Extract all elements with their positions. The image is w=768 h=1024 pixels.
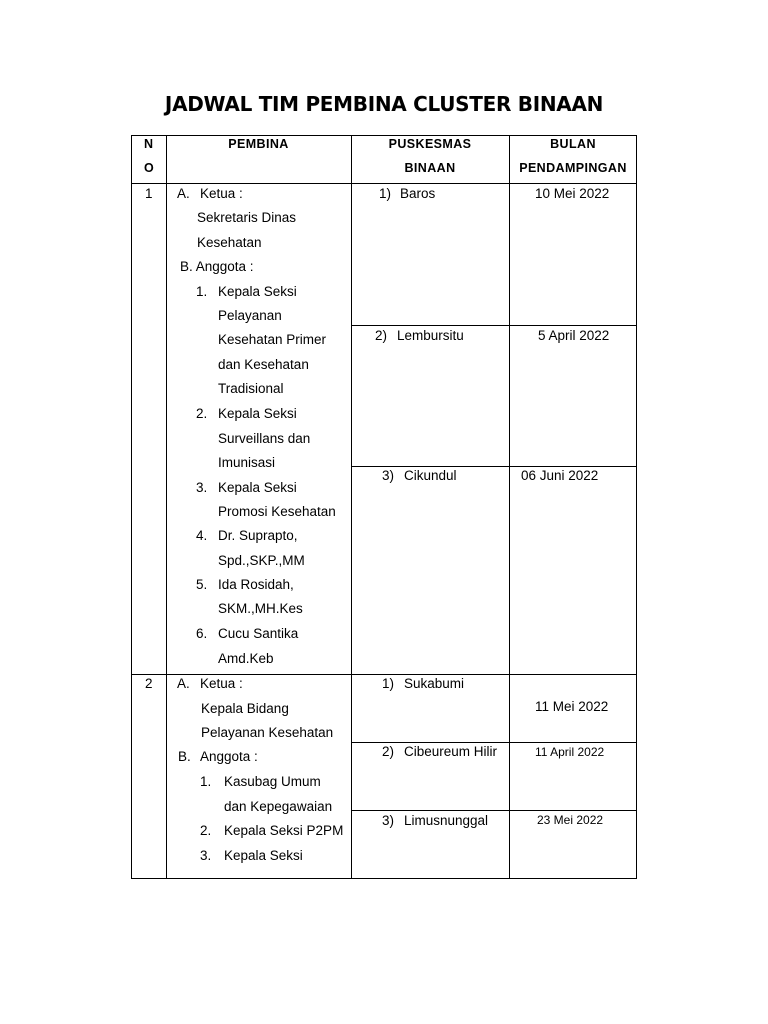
visit-date: 11 Mei 2022 xyxy=(535,699,609,714)
visit-date: 5 April 2022 xyxy=(538,328,610,343)
puskesmas-name: Baros xyxy=(400,186,436,201)
member-number: 2. xyxy=(200,823,212,838)
sub-row-divider xyxy=(351,466,637,467)
puskesmas-number: 3) xyxy=(382,468,395,483)
header-puskesmas-1: PUSKESMAS xyxy=(388,137,472,151)
member-number: 3. xyxy=(196,480,208,495)
visit-date: 11 April 2022 xyxy=(535,745,605,759)
puskesmas-number: 1) xyxy=(382,676,395,691)
row-divider xyxy=(131,674,637,675)
ketua-marker: A. xyxy=(177,186,190,201)
puskesmas-name: Sukabumi xyxy=(404,676,465,691)
member-number: 6. xyxy=(196,626,208,641)
member-line: Kepala Seksi P2PM xyxy=(224,823,344,838)
header-divider xyxy=(131,183,637,184)
visit-date: 10 Mei 2022 xyxy=(535,186,610,201)
member-line: dan Kesehatan xyxy=(218,357,309,372)
puskesmas-number: 2) xyxy=(382,744,395,759)
member-line: Ida Rosidah, xyxy=(218,577,294,592)
sub-row-divider xyxy=(351,810,637,811)
puskesmas-name: Lembursitu xyxy=(397,328,464,343)
member-number: 4. xyxy=(196,528,208,543)
member-line: SKM.,MH.Kes xyxy=(218,601,303,616)
member-line: Pelayanan xyxy=(218,308,282,323)
member-line: Kepala Seksi xyxy=(218,284,297,299)
member-line: Kepala Seksi xyxy=(224,848,303,863)
member-line: Cucu Santika xyxy=(218,626,299,641)
ketua-line: Pelayanan Kesehatan xyxy=(201,725,334,740)
header-bulan-1: BULAN xyxy=(550,137,596,151)
ketua-label: Ketua : xyxy=(200,676,243,691)
puskesmas-number: 3) xyxy=(382,813,395,828)
member-line: Kepala Seksi xyxy=(218,406,297,421)
sub-row-divider xyxy=(351,742,637,743)
ketua-label: Ketua : xyxy=(200,186,243,201)
document-title: JADWAL TIM PEMBINA CLUSTER BINAAN xyxy=(164,92,604,116)
member-line: Kasubag Umum xyxy=(224,774,321,789)
puskesmas-number: 1) xyxy=(379,186,392,201)
member-line: Kepala Seksi xyxy=(218,480,297,495)
ketua-line: Kepala Bidang xyxy=(201,701,289,716)
column-divider xyxy=(166,135,167,879)
member-line: Kesehatan Primer xyxy=(218,332,327,347)
ketua-marker: A. xyxy=(177,676,190,691)
member-line: Imunisasi xyxy=(218,455,276,470)
member-number: 1. xyxy=(200,774,212,789)
row-number: 2 xyxy=(145,676,153,691)
header-puskesmas-2: BINAAN xyxy=(404,161,456,175)
puskesmas-name: Limusnunggal xyxy=(404,813,489,828)
puskesmas-number: 2) xyxy=(375,328,388,343)
anggota-label: B. Anggota : xyxy=(180,259,254,274)
row-number: 1 xyxy=(145,186,153,201)
member-number: 3. xyxy=(200,848,212,863)
ketua-line: Sekretaris Dinas xyxy=(197,210,297,225)
anggota-label: Anggota : xyxy=(200,749,258,764)
member-line: Tradisional xyxy=(218,381,284,396)
column-divider xyxy=(509,135,510,879)
visit-date: 06 Juni 2022 xyxy=(521,468,599,483)
member-number: 1. xyxy=(196,284,208,299)
sub-row-divider xyxy=(351,325,637,326)
header-bulan-2: PENDAMPINGAN xyxy=(519,161,627,175)
member-line: Promosi Kesehatan xyxy=(218,504,336,519)
member-line: Surveillans dan xyxy=(218,431,311,446)
header-pembina: PEMBINA xyxy=(228,137,289,151)
puskesmas-name: Cibeureum Hilir xyxy=(404,744,498,759)
header-no-1: N xyxy=(144,137,154,151)
member-line: Amd.Keb xyxy=(218,651,274,666)
anggota-marker: B. xyxy=(178,749,191,764)
member-line: dan Kepegawaian xyxy=(224,799,333,814)
member-line: Spd.,SKP.,MM xyxy=(218,553,305,568)
member-line: Dr. Suprapto, xyxy=(218,528,298,543)
header-no-2: O xyxy=(144,161,155,175)
puskesmas-name: Cikundul xyxy=(404,468,457,483)
column-divider xyxy=(351,135,352,879)
member-number: 2. xyxy=(196,406,208,421)
ketua-line: Kesehatan xyxy=(197,235,262,250)
member-number: 5. xyxy=(196,577,208,592)
visit-date: 23 Mei 2022 xyxy=(537,813,604,827)
